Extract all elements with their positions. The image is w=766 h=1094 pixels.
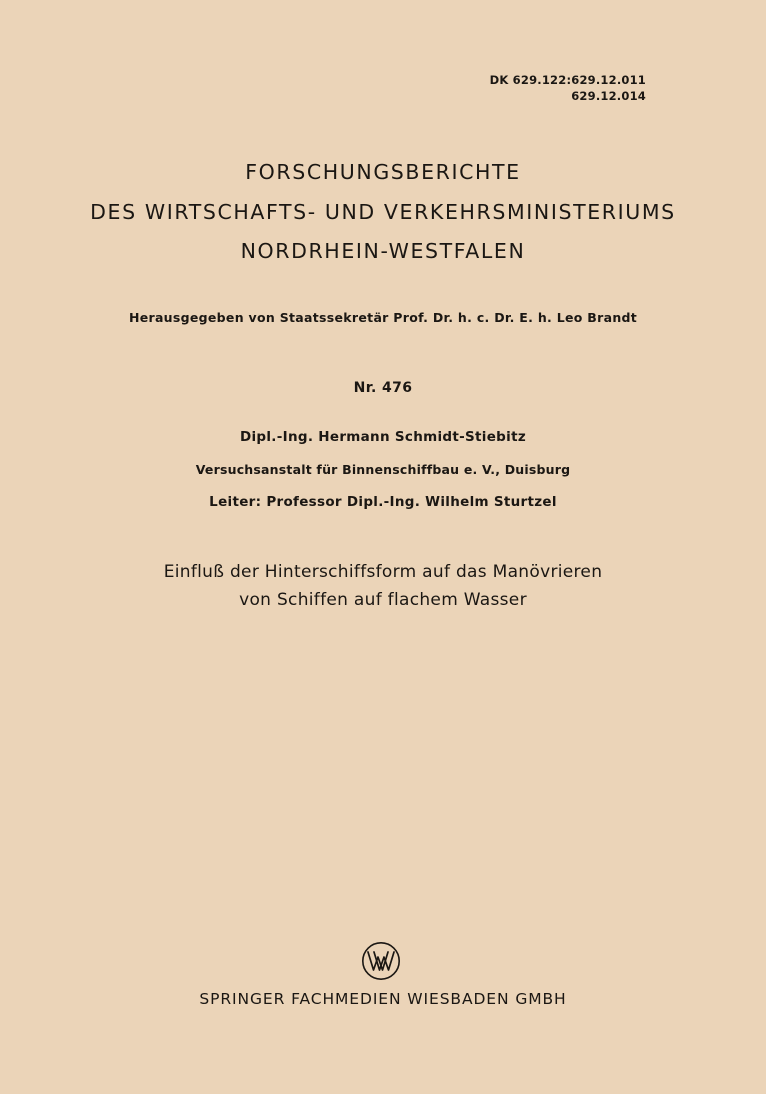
- classification-line-1: DK 629.122:629.12.011: [489, 73, 646, 87]
- report-title-line-2: von Schiffen auf flachem Wasser: [239, 590, 527, 610]
- classification-code: [490, 72, 646, 104]
- report-title-line-1: Einfluß der Hinterschiffsform auf das Manövrieren: [163, 562, 603, 582]
- institute-name: Versuchsanstalt für Binnenschiffbau e. V., Duisburg: [195, 462, 571, 477]
- editor-line: Herausgegeben von Staatssekretär Prof. Dr. h. c. Dr. E. h. Leo Brandt: [128, 310, 638, 325]
- classification-line-2: 629.12.014: [571, 89, 646, 103]
- publisher-name: SPRINGER FACHMEDIEN WIESBADEN GMBH: [199, 990, 567, 1008]
- author-name: Dipl.-Ing. Hermann Schmidt-Stiebitz: [239, 429, 526, 445]
- series-title-line-3: NORDRHEIN-WESTFALEN: [240, 239, 526, 263]
- report-number: Nr. 476: [353, 380, 413, 396]
- institute-leader: Leiter: Professor Dipl.-Ing. Wilhelm Sturtzel: [209, 494, 557, 510]
- series-title-line-1: FORSCHUNGSBERICHTE: [245, 160, 521, 184]
- series-title-line-2: DES WIRTSCHAFTS- UND VERKEHRSMINISTERIUMS: [90, 200, 676, 224]
- springer-vs-logo-icon: [361, 941, 401, 981]
